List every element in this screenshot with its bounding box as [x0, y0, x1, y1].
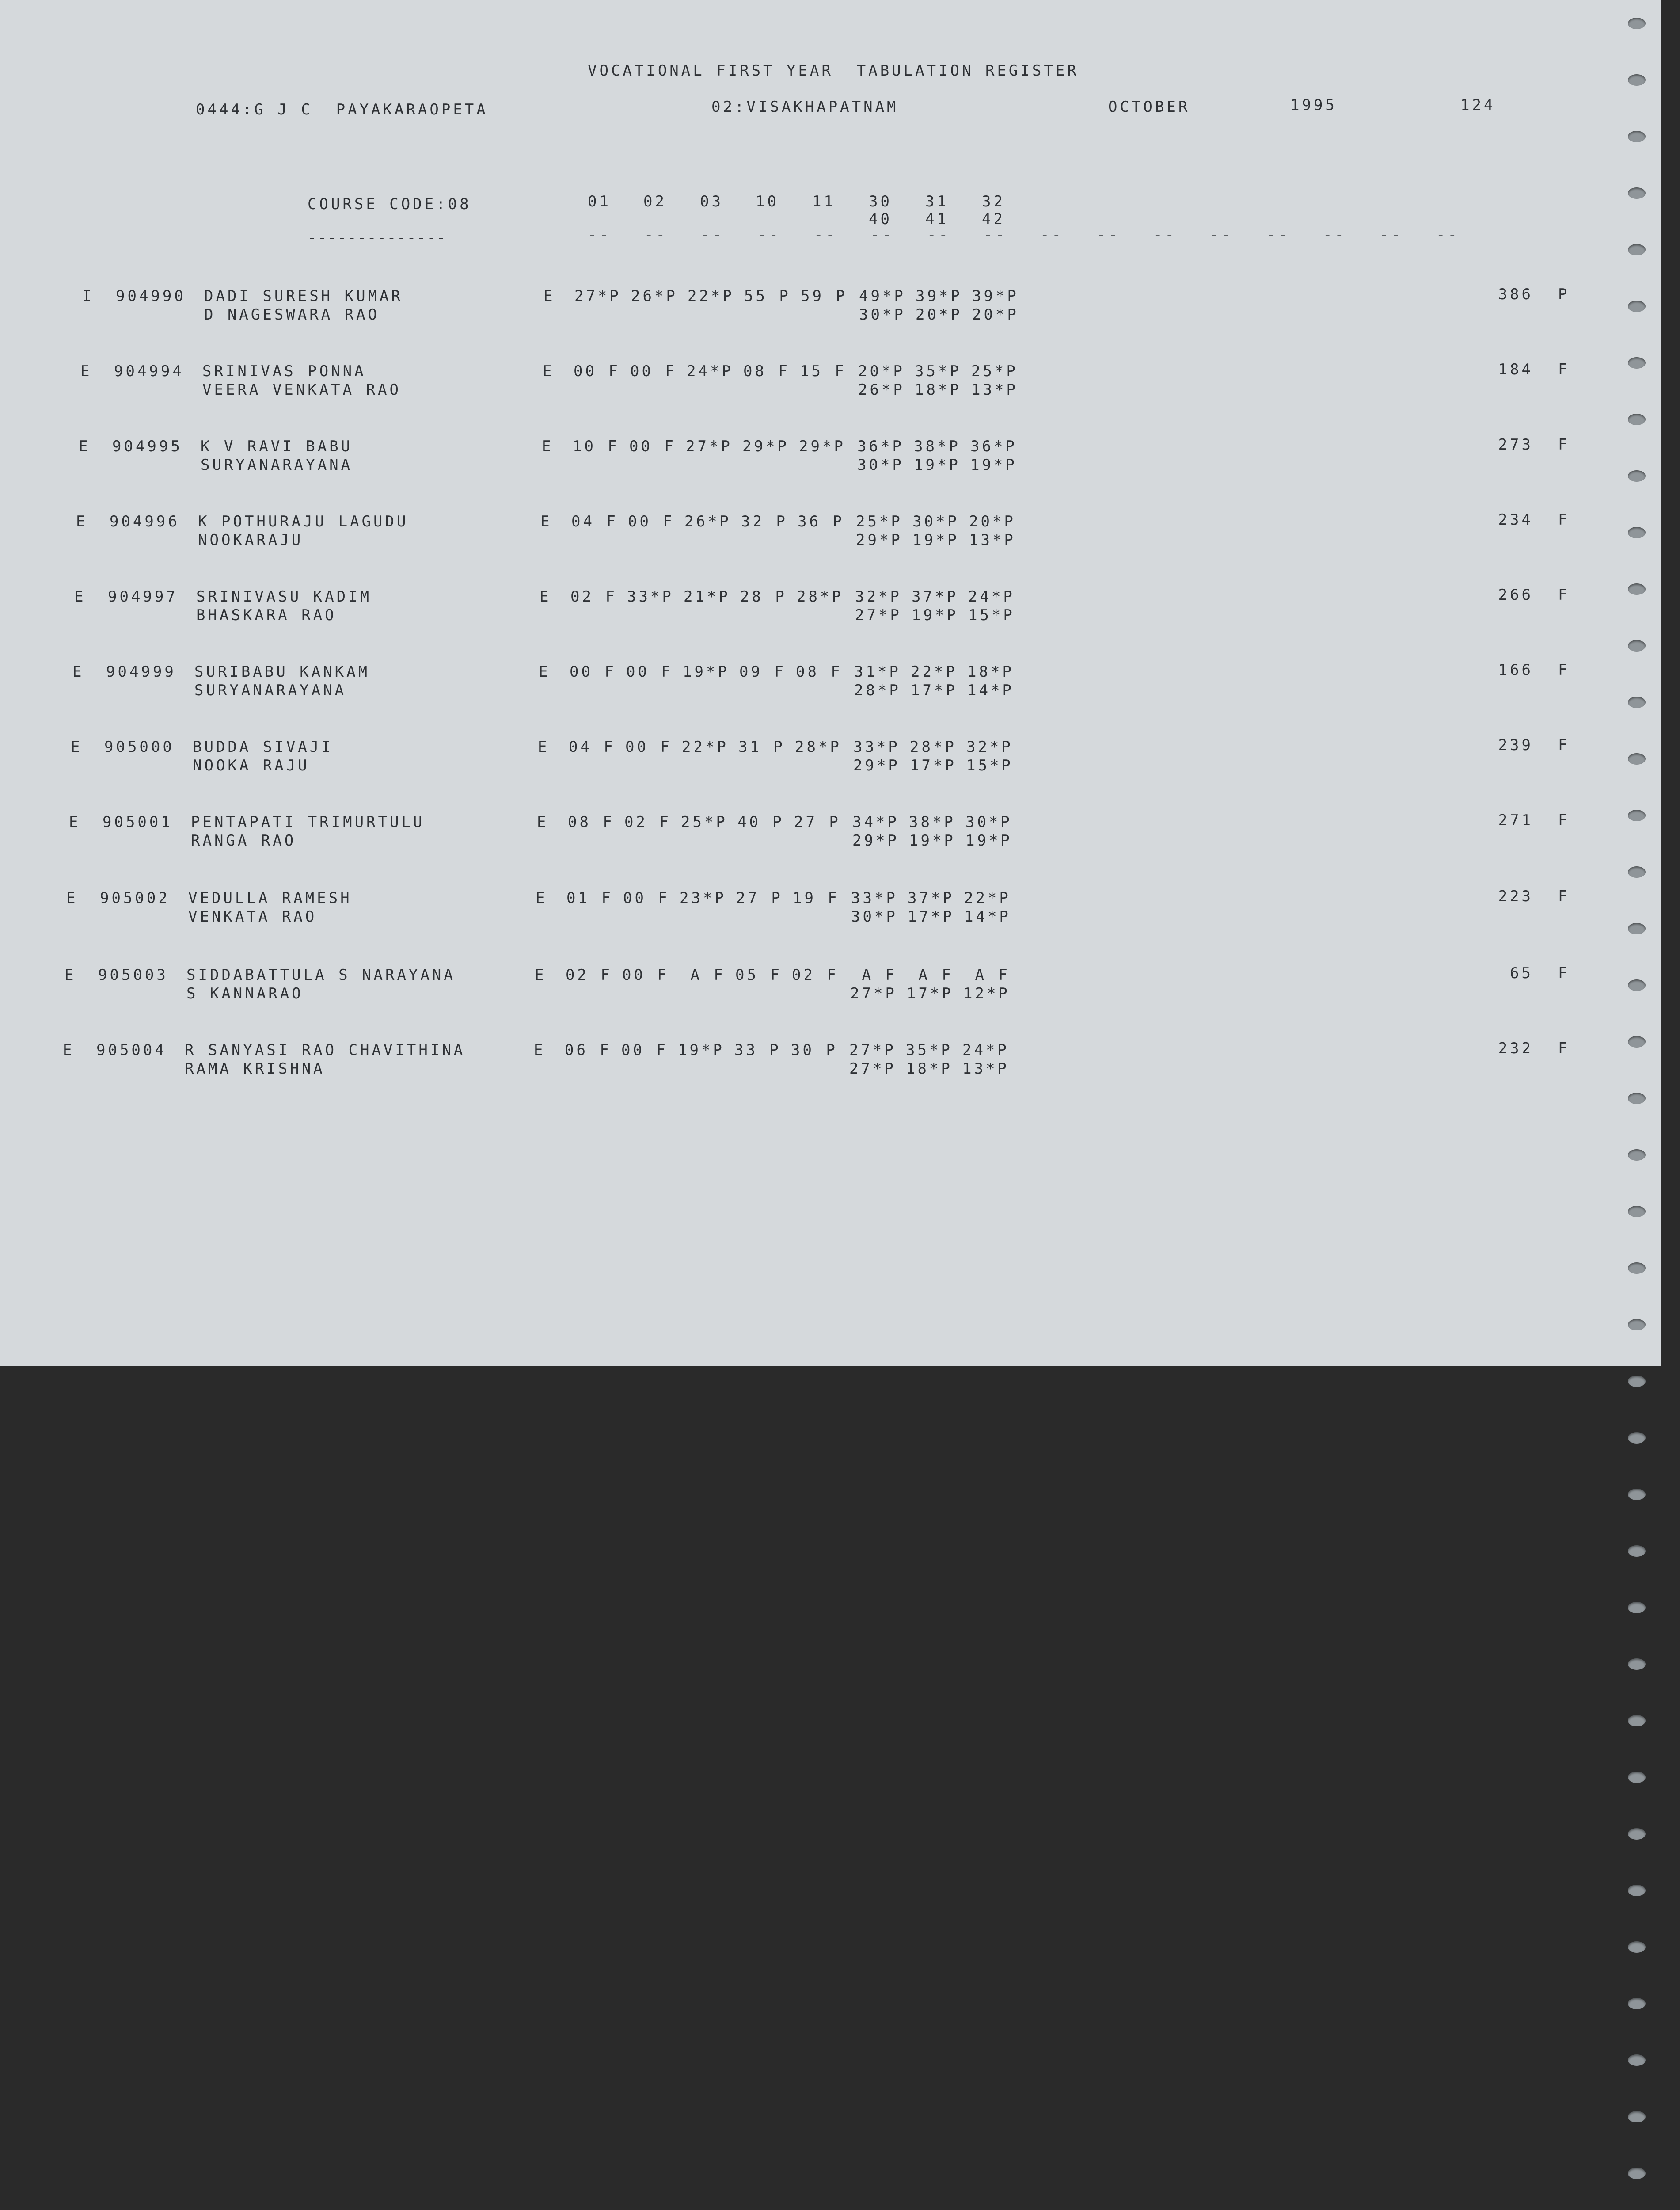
column-dash: -- [1153, 226, 1177, 244]
feed-hole [1628, 1545, 1646, 1557]
feed-hole [1628, 527, 1646, 538]
feed-hole [1628, 1432, 1646, 1444]
total-marks: 234 [1498, 511, 1533, 529]
result: F [1558, 361, 1570, 378]
record-category: E [76, 513, 88, 530]
tractor-feed-strip [1613, 0, 1661, 1366]
record-category: E [65, 966, 76, 984]
feed-hole [1628, 1885, 1646, 1896]
subject-mark: 00 F [623, 889, 670, 907]
student-name: K V RAVI BABU [201, 438, 353, 455]
subject-mark: 26*P [631, 287, 678, 305]
medium: E [537, 813, 549, 831]
subject-mark: 00 F [570, 663, 616, 681]
medium: E [542, 438, 554, 455]
feed-hole [1628, 2111, 1646, 2122]
subject-mark: 28 P [740, 588, 787, 606]
medium: E [543, 362, 555, 380]
subject-mark: 26*P [858, 381, 905, 399]
student-name: VEDULLA RAMESH [188, 889, 352, 907]
medium: E [544, 287, 555, 305]
subject-mark: 00 F [621, 1041, 668, 1059]
course-code-label: COURSE CODE:08 [308, 195, 471, 213]
subject-mark: 27*P [850, 985, 897, 1002]
subject-mark: 02 F [624, 813, 671, 831]
subject-mark: 15 F [800, 362, 847, 380]
feed-hole [1628, 810, 1646, 821]
hall-ticket-number: 904995 [112, 438, 182, 455]
subject-mark: 27*P [849, 1041, 896, 1059]
subject-mark: 20*P [916, 306, 962, 324]
subject-mark: 24*P [968, 588, 1015, 606]
record-category: E [74, 588, 86, 606]
subject-mark: 29*P [856, 531, 903, 549]
subject-mark: 35*P [906, 1041, 953, 1059]
subject-code: 01 [588, 193, 611, 210]
subject-code: 30 [869, 193, 892, 210]
feed-hole [1628, 1772, 1646, 1783]
column-dash: -- [1436, 226, 1460, 244]
subject-mark: 39*P [972, 287, 1019, 305]
result: F [1558, 436, 1570, 453]
subject-mark: 19*P [912, 606, 958, 624]
feed-hole [1628, 244, 1646, 255]
column-dash: -- [701, 226, 724, 244]
hall-ticket-number: 904997 [108, 588, 178, 606]
hall-ticket-number: 905004 [96, 1041, 167, 1059]
subject-mark: 20*P [969, 513, 1016, 530]
student-name: SRINIVAS PONNA [202, 362, 366, 380]
feed-hole [1628, 357, 1646, 369]
record-category: E [66, 889, 78, 907]
subject-mark: 06 F [565, 1041, 612, 1059]
subject-mark: 29*P [853, 757, 900, 774]
subject-mark: 33*P [853, 738, 900, 756]
subject-mark: 18*P [915, 381, 962, 399]
column-dash: -- [1210, 226, 1233, 244]
feed-hole [1628, 301, 1646, 312]
subject-mark: 00 F [625, 738, 672, 756]
total-marks: 239 [1498, 736, 1533, 754]
feed-hole [1628, 1941, 1646, 1953]
column-dash: -- [927, 226, 950, 244]
father-name: S KANNARAO [186, 985, 304, 1002]
result: F [1558, 661, 1570, 679]
subject-mark: 30*P [965, 813, 1012, 831]
subject-mark: 25*P [856, 513, 903, 530]
subject-code: 42 [982, 210, 1005, 228]
student-name: BUDDA SIVAJI [193, 738, 333, 756]
medium: E [539, 663, 551, 681]
subject-mark: 18*P [967, 663, 1014, 681]
exam-month: OCTOBER [1108, 98, 1190, 116]
column-dash: -- [1266, 226, 1290, 244]
subject-mark: 17*P [911, 682, 958, 699]
feed-hole [1628, 1828, 1646, 1840]
subject-mark: 13*P [962, 1060, 1009, 1078]
column-dash: -- [588, 226, 611, 244]
subject-mark: 35*P [915, 362, 962, 380]
subject-mark: 37*P [908, 889, 954, 907]
father-name: SURYANARAYANA [194, 682, 347, 699]
subject-mark: 19*P [912, 531, 959, 549]
feed-hole [1628, 1658, 1646, 1670]
feed-hole [1628, 1319, 1646, 1330]
subject-mark: 37*P [912, 588, 958, 606]
register-title: VOCATIONAL FIRST YEAR TABULATION REGISTER [588, 62, 1079, 80]
student-name: PENTAPATI TRIMURTULU [191, 813, 425, 831]
subject-mark: 00 F [626, 663, 673, 681]
feed-hole [1628, 1206, 1646, 1217]
subject-mark: 02 F [570, 588, 617, 606]
subject-mark: 21*P [684, 588, 730, 606]
feed-hole [1628, 414, 1646, 425]
feed-hole [1628, 923, 1646, 934]
subject-mark: 28*P [910, 738, 957, 756]
student-name: SRINIVASU KADIM [196, 588, 372, 606]
subject-mark: 04 F [571, 513, 618, 530]
subject-mark: 34*P [852, 813, 899, 831]
feed-hole [1628, 753, 1646, 765]
subject-mark: 25*P [971, 362, 1018, 380]
hall-ticket-number: 905002 [100, 889, 170, 907]
college-code-name: 0444:G J C PAYAKARAOPETA [196, 101, 488, 118]
student-name: K POTHURAJU LAGUDU [198, 513, 409, 530]
subject-mark: 01 F [566, 889, 613, 907]
subject-mark: 39*P [916, 287, 962, 305]
feed-hole [1628, 131, 1646, 142]
record-category: E [71, 738, 83, 756]
subject-code: 11 [812, 193, 836, 210]
subject-mark: 38*P [909, 813, 956, 831]
subject-mark: 00 F [628, 513, 675, 530]
subject-code: 10 [756, 193, 779, 210]
result: F [1558, 586, 1570, 604]
subject-mark: 02 F [792, 966, 839, 984]
feed-hole [1628, 979, 1646, 991]
total-marks: 271 [1498, 812, 1533, 829]
subject-mark: A F [850, 966, 897, 984]
subject-mark: 55 P [744, 287, 791, 305]
subject-mark: 19*P [909, 832, 956, 850]
subject-mark: 17*P [907, 985, 954, 1002]
subject-mark: 30*P [859, 306, 906, 324]
subject-mark: 22*P [682, 738, 729, 756]
student-name: DADI SURESH KUMAR [204, 287, 403, 305]
subject-mark: 22*P [964, 889, 1011, 907]
subject-mark: 27*P [574, 287, 621, 305]
hall-ticket-number: 905003 [98, 966, 168, 984]
father-name: RAMA KRISHNA [185, 1060, 325, 1078]
subject-mark: 28*P [854, 682, 901, 699]
subject-mark: 13*P [971, 381, 1018, 399]
exam-year: 1995 [1290, 96, 1337, 114]
record-category: E [69, 813, 81, 831]
result: F [1558, 736, 1570, 754]
subject-mark: 40 P [737, 813, 784, 831]
subject-mark: 30*P [851, 908, 898, 926]
subject-mark: 00 F [574, 362, 620, 380]
result: F [1558, 812, 1570, 829]
subject-mark: 24*P [687, 362, 734, 380]
subject-code: 41 [925, 210, 949, 228]
subject-mark: 30*P [857, 456, 904, 474]
feed-hole [1628, 583, 1646, 595]
subject-mark: 32*P [966, 738, 1013, 756]
total-marks: 65 [1510, 964, 1533, 982]
feed-hole [1628, 187, 1646, 199]
column-dash: -- [644, 226, 668, 244]
subject-mark: 08 F [568, 813, 615, 831]
subject-mark: 22*P [911, 663, 958, 681]
feed-hole [1628, 74, 1646, 86]
student-name: R SANYASI RAO CHAVITHINA [185, 1041, 466, 1059]
subject-code: 02 [643, 193, 667, 210]
subject-mark: 00 F [630, 362, 677, 380]
subject-mark: 04 F [569, 738, 616, 756]
column-dash: -- [870, 226, 894, 244]
column-dash: -- [814, 226, 837, 244]
subject-mark: 19 F [793, 889, 840, 907]
total-marks: 266 [1498, 586, 1533, 604]
feed-hole [1628, 1376, 1646, 1387]
feed-hole [1628, 18, 1646, 29]
column-dash: -- [1323, 226, 1346, 244]
result: F [1558, 511, 1570, 529]
record-category: E [79, 438, 91, 455]
feed-hole [1628, 470, 1646, 482]
student-name: SIDDABATTULA S NARAYANA [186, 966, 456, 984]
subject-mark: 36*P [970, 438, 1017, 455]
subject-mark: 19*P [965, 832, 1012, 850]
subject-mark: 19*P [683, 663, 730, 681]
feed-hole [1628, 1602, 1646, 1613]
subject-mark: 00 F [622, 966, 669, 984]
page-number: 124 [1460, 96, 1496, 114]
result: P [1558, 286, 1570, 303]
subject-mark: 17*P [908, 908, 954, 926]
subject-mark: 27 P [794, 813, 841, 831]
hall-ticket-number: 904999 [106, 663, 176, 681]
subject-mark: 32 P [741, 513, 788, 530]
feed-hole [1628, 640, 1646, 652]
medium: E [536, 889, 547, 907]
father-name: VEERA VENKATA RAO [202, 381, 401, 399]
subject-mark: 14*P [964, 908, 1011, 926]
district: 02:VISAKHAPATNAM [711, 98, 899, 116]
subject-mark: 30*P [912, 513, 959, 530]
feed-hole [1628, 1036, 1646, 1048]
subject-mark: 05 F [735, 966, 782, 984]
result: F [1558, 1040, 1570, 1057]
subject-mark: 17*P [910, 757, 957, 774]
subject-mark: 28*P [797, 588, 844, 606]
total-marks: 273 [1498, 436, 1533, 453]
father-name: D NAGESWARA RAO [204, 306, 380, 324]
subject-mark: 10 F [573, 438, 620, 455]
subject-mark: 08 F [796, 663, 843, 681]
subject-mark: 33 P [734, 1041, 781, 1059]
subject-mark: 19*P [970, 456, 1017, 474]
father-name: SURYANARAYANA [201, 456, 353, 474]
subject-code: 32 [982, 193, 1005, 210]
subject-mark: 15*P [966, 757, 1013, 774]
feed-hole [1628, 1998, 1646, 2009]
subject-mark: 49*P [859, 287, 906, 305]
column-dash: -- [1380, 226, 1403, 244]
subject-mark: 59 P [801, 287, 848, 305]
total-marks: 232 [1498, 1040, 1533, 1057]
hall-ticket-number: 904996 [110, 513, 180, 530]
hall-ticket-number: 904994 [114, 362, 184, 380]
record-category: E [80, 362, 92, 380]
subject-mark: 12*P [963, 985, 1010, 1002]
father-name: NOOKA RAJU [193, 757, 310, 774]
subject-code: 31 [925, 193, 949, 210]
subject-mark: 23*P [680, 889, 726, 907]
subject-mark: 30 P [791, 1041, 838, 1059]
subject-code: 40 [869, 210, 892, 228]
feed-hole [1628, 1262, 1646, 1274]
subject-mark: A F [907, 966, 954, 984]
subject-mark: 19*P [914, 456, 961, 474]
record-category: I [82, 287, 94, 305]
feed-hole [1628, 1489, 1646, 1500]
medium: E [534, 1041, 546, 1059]
column-dash: -- [1097, 226, 1120, 244]
feed-hole [1628, 1093, 1646, 1104]
record-category: E [63, 1041, 75, 1059]
record-category: E [72, 663, 84, 681]
subject-mark: 36*P [857, 438, 904, 455]
feed-hole [1628, 1149, 1646, 1161]
subject-mark: 15*P [968, 606, 1015, 624]
feed-hole [1628, 2054, 1646, 2066]
subject-mark: 29*P [799, 438, 846, 455]
total-marks: 184 [1498, 361, 1533, 378]
feed-hole [1628, 2168, 1646, 2179]
subject-mark: 32*P [855, 588, 902, 606]
subject-mark: 25*P [681, 813, 728, 831]
medium: E [540, 513, 552, 530]
hall-ticket-number: 905000 [104, 738, 175, 756]
father-name: RANGA RAO [191, 832, 296, 850]
father-name: VENKATA RAO [188, 908, 317, 926]
result: F [1558, 964, 1570, 982]
subject-mark: 20*P [972, 306, 1019, 324]
total-marks: 386 [1498, 286, 1533, 303]
father-name: BHASKARA RAO [196, 606, 337, 624]
subject-mark: 29*P [852, 832, 899, 850]
column-dash: -- [984, 226, 1007, 244]
subject-mark: 28*P [795, 738, 842, 756]
subject-mark: 24*P [962, 1041, 1009, 1059]
subject-mark: 26*P [684, 513, 731, 530]
subject-mark: 33*P [851, 889, 898, 907]
subject-mark: 27 P [736, 889, 783, 907]
subject-mark: 31*P [854, 663, 901, 681]
subject-mark: 31 P [738, 738, 785, 756]
column-dash: -- [1040, 226, 1064, 244]
medium: E [538, 738, 550, 756]
subject-mark: 14*P [967, 682, 1014, 699]
subject-mark: 13*P [969, 531, 1016, 549]
subject-mark: 20*P [858, 362, 905, 380]
feed-hole [1628, 866, 1646, 878]
subject-mark: 02 F [566, 966, 612, 984]
feed-hole [1628, 697, 1646, 708]
father-name: NOOKARAJU [198, 531, 304, 549]
subject-mark: 22*P [688, 287, 734, 305]
medium: E [535, 966, 547, 984]
student-name: SURIBABU KANKAM [194, 663, 370, 681]
subject-mark: 08 F [743, 362, 790, 380]
subject-mark: 09 F [739, 663, 786, 681]
subject-mark: 18*P [906, 1060, 953, 1078]
hall-ticket-number: 905001 [103, 813, 173, 831]
total-marks: 166 [1498, 661, 1533, 679]
subject-mark: 38*P [914, 438, 961, 455]
total-marks: 223 [1498, 888, 1533, 905]
hall-ticket-number: 904990 [116, 287, 186, 305]
subject-mark: A F [679, 966, 726, 984]
course-code-underline: -------------- [308, 229, 447, 247]
column-dash: -- [757, 226, 781, 244]
feed-hole [1628, 1715, 1646, 1726]
subject-code: 03 [700, 193, 723, 210]
subject-mark: 27*P [849, 1060, 896, 1078]
subject-mark: 27*P [686, 438, 733, 455]
subject-mark: 27*P [855, 606, 902, 624]
subject-mark: 36 P [798, 513, 844, 530]
subject-mark: 33*P [627, 588, 674, 606]
subject-mark: 19*P [678, 1041, 725, 1059]
subject-mark: 00 F [629, 438, 676, 455]
result: F [1558, 888, 1570, 905]
medium: E [540, 588, 551, 606]
subject-mark: 29*P [742, 438, 789, 455]
subject-mark: A F [963, 966, 1010, 984]
